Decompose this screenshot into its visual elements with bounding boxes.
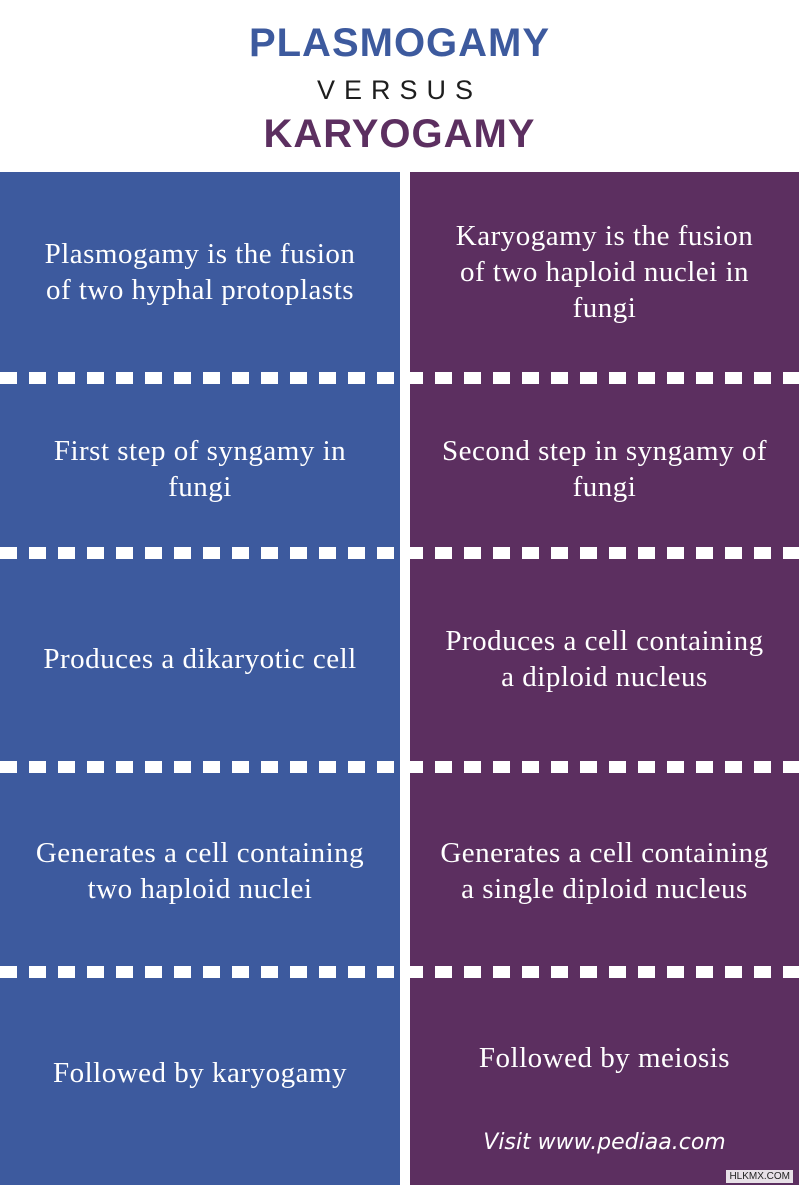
comparison-header <box>0 0 799 172</box>
plasmogamy-row-2 <box>0 384 400 554</box>
karyogamy-row-2 <box>410 384 799 554</box>
row-divider-1 <box>0 372 799 384</box>
plasmogamy-row-1-text: Plasmogamy is the fusion of two hyphal protoplasts <box>44 238 356 306</box>
column-gap <box>400 172 410 1185</box>
plasmogamy-column <box>0 172 400 1185</box>
plasmogamy-row-4-text: Generates a cell containing two haploid nuclei <box>35 837 365 905</box>
plasmogamy-row-4 <box>0 771 400 971</box>
plasmogamy-row-5-text: Followed by karyogamy <box>52 1056 347 1089</box>
karyogamy-row-4-text: Generates a cell containing a single diploid nucleus <box>440 837 769 905</box>
karyogamy-column <box>410 172 799 1185</box>
row-divider-3 <box>0 761 799 773</box>
karyogamy-row-5 <box>410 978 799 1138</box>
karyogamy-row-1-text: Karyogamy is the fusion of two haploid nuclei in fungi <box>455 220 754 324</box>
credit-text: Visit www.pediaa.com <box>483 1130 726 1155</box>
karyogamy-row-5-text: Followed by meiosis <box>478 1042 731 1074</box>
plasmogamy-row-3 <box>0 559 400 759</box>
plasmogamy-row-5 <box>0 978 400 1167</box>
karyogamy-row-3-text: Produces a cell containing a diploid nucleus <box>445 625 764 693</box>
row-divider-2 <box>0 547 799 559</box>
karyogamy-row-2-text: Second step in syngamy of fungi <box>441 435 767 503</box>
title-plasmogamy: PLASMOGAMY <box>248 21 551 65</box>
plasmogamy-row-1 <box>0 172 400 372</box>
karyogamy-row-4 <box>410 771 799 971</box>
plasmogamy-row-3-text: Produces a dikaryotic cell <box>43 643 357 675</box>
row-divider-4 <box>0 966 799 978</box>
karyogamy-row-1 <box>410 172 799 372</box>
title-karyogamy: KARYOGAMY <box>263 112 536 156</box>
plasmogamy-row-2-text: First step of syngamy in fungi <box>53 435 347 503</box>
watermark-text: HLKMX.COM <box>726 1170 793 1183</box>
karyogamy-row-3 <box>410 559 799 759</box>
versus-label: VERSUS <box>316 75 483 105</box>
